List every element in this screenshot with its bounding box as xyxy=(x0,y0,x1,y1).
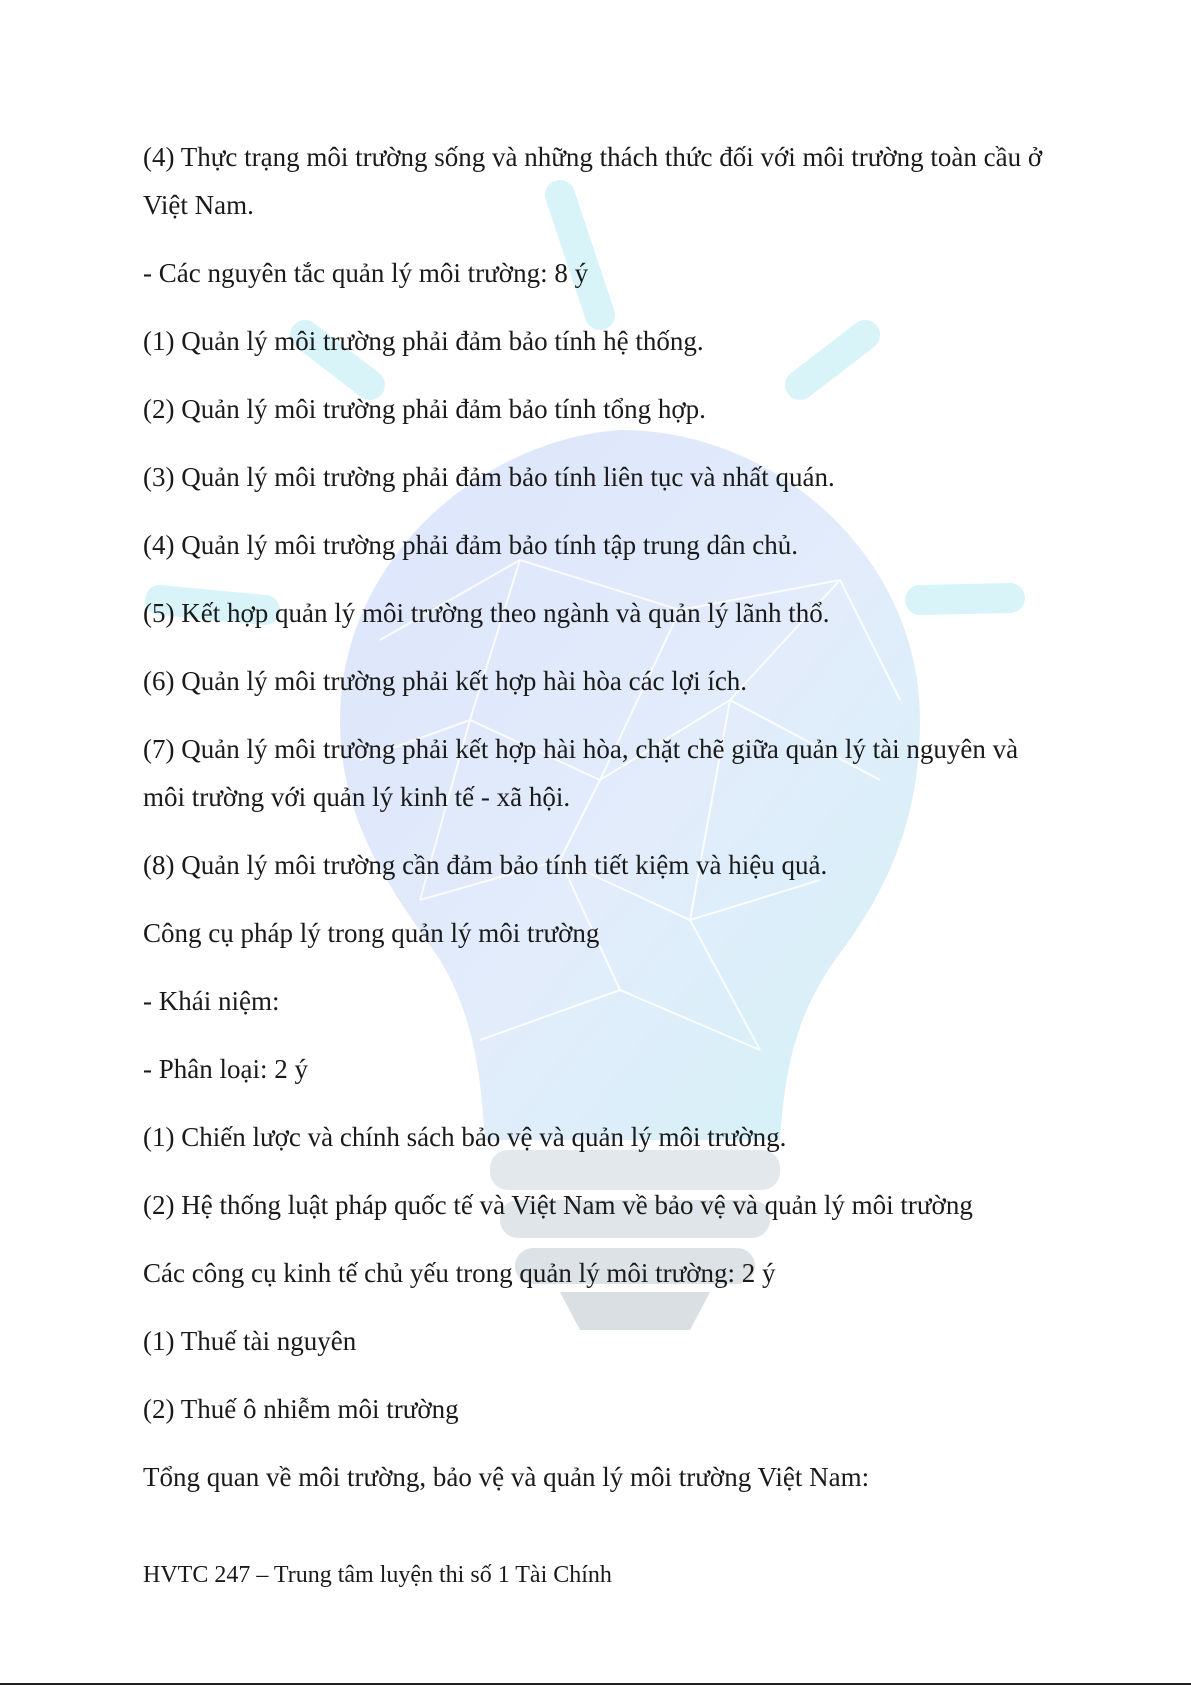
paragraph: (5) Kết hợp quản lý môi trường theo ngành và quản lý lãnh thổ. xyxy=(143,598,830,628)
page-footer: HVTC 247 – Trung tâm luyện thi số 1 Tài Chính xyxy=(143,1562,612,1588)
paragraph: (4) Thực trạng môi trường sống và những thách thức đối với môi trường toàn cầu ở Việt Nam. xyxy=(143,142,1043,220)
section-heading: Công cụ pháp lý trong quản lý môi trường xyxy=(143,918,600,948)
paragraph: - Khái niệm: xyxy=(143,986,280,1016)
paragraph: (6) Quản lý môi trường phải kết hợp hài hòa các lợi ích. xyxy=(143,666,748,696)
paragraph: (8) Quản lý môi trường cần đảm bảo tính tiết kiệm và hiệu quả. xyxy=(143,850,828,880)
paragraph: (2) Hệ thống luật pháp quốc tế và Việt Nam về bảo vệ và quản lý môi trường xyxy=(143,1190,973,1220)
paragraph: (1) Chiến lược và chính sách bảo vệ và quản lý môi trường. xyxy=(143,1122,787,1152)
document-body xyxy=(143,133,1043,1521)
paragraph: (7) Quản lý môi trường phải kết hợp hài hòa, chặt chẽ giữa quản lý tài nguyên và môi trường với quản lý kinh tế - xã hội. xyxy=(143,734,1019,812)
section-heading: Tổng quan về môi trường, bảo vệ và quản lý môi trường Việt Nam: xyxy=(143,1462,870,1492)
paragraph: (2) Thuế ô nhiễm môi trường xyxy=(143,1394,459,1424)
paragraph: (1) Thuế tài nguyên xyxy=(143,1326,357,1356)
paragraph: - Phân loại: 2 ý xyxy=(143,1054,308,1084)
section-heading: Các công cụ kinh tế chủ yếu trong quản lý môi trường: 2 ý xyxy=(143,1258,776,1288)
paragraph: (3) Quản lý môi trường phải đảm bảo tính liên tục và nhất quán. xyxy=(143,462,835,492)
paragraph: (1) Quản lý môi trường phải đảm bảo tính hệ thống. xyxy=(143,326,704,356)
paragraph: (2) Quản lý môi trường phải đảm bảo tính tổng hợp. xyxy=(143,394,706,424)
paragraph: (4) Quản lý môi trường phải đảm bảo tính tập trung dân chủ. xyxy=(143,530,799,560)
paragraph: - Các nguyên tắc quản lý môi trường: 8 ý xyxy=(143,258,589,288)
